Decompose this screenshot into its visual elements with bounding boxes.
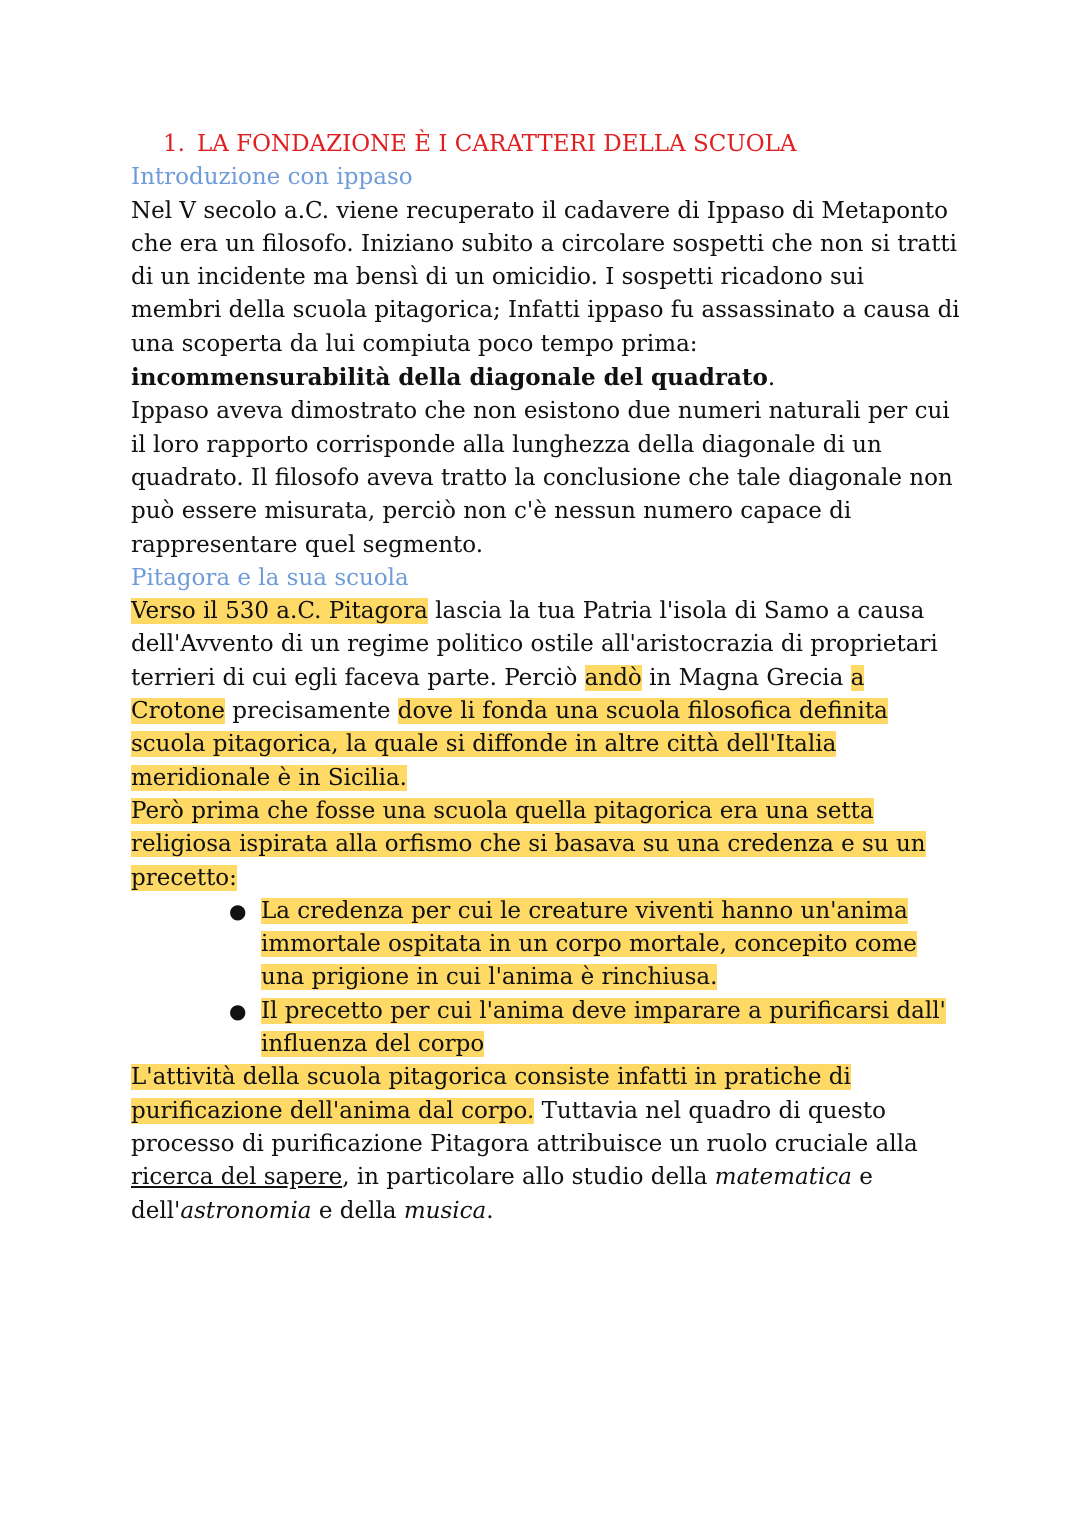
paragraph-text: precisamente [224, 698, 398, 725]
highlighted-text: dove li fonda una scuola filosofica definita scuola pitagorica, la quale si diffonde in altre città dell'Italia meridionale è in Sicilia. [131, 698, 888, 791]
subtitle-introduzione: Introduzione con ippaso [131, 164, 413, 191]
highlighted-text: La credenza per cui le creature viventi hanno un'anima immortale ospitata in un corpo mortale, concepito come una prigione in cui l'anima è rinchiusa. [261, 897, 917, 991]
paragraph-text: e della [311, 1197, 404, 1224]
italic-text: musica [403, 1197, 487, 1224]
highlighted-text: Il precetto per cui l'anima deve imparare a purificarsi dall' influenza del corpo [261, 997, 946, 1058]
section-heading [163, 128, 961, 161]
highlighted-text: Verso il 530 a.C. Pitagora [131, 598, 428, 625]
italic-text: matematica [714, 1164, 852, 1191]
paragraph-text: . [767, 365, 776, 392]
paragraph-text: , in particolare allo studio della [342, 1164, 715, 1191]
paragraph-text: Tuttavia nel quadro di questo processo di purificazione Pitagora attribuisce un ruolo cruciale alla [131, 1097, 918, 1157]
paragraph-pitagora-3 [131, 1061, 961, 1227]
list-item [131, 995, 961, 1062]
paragraph-text: in Magna Grecia [641, 664, 851, 691]
heading-text: LA FONDAZIONE È I CARATTERI DELLA SCUOLA [196, 131, 797, 157]
paragraph-pitagora-1 [131, 595, 961, 795]
paragraph-text: e dell' [131, 1164, 873, 1224]
paragraph-text: lascia la tua Patria l'isola di Samo a causa dell'Avvento di un regime politico ostile all'aristocrazia di proprietari terrieri di cui egli faceva parte. Perciò [131, 598, 938, 691]
highlighted-text: Però prima che fosse una scuola quella pitagorica era una setta religiosa ispirata alla orfismo che si basava su una credenza e su un precetto: [131, 797, 926, 891]
bullet-list [131, 895, 961, 1061]
subtitle-pitagora: Pitagora e la sua scuola [131, 564, 409, 591]
heading-number: 1. [163, 131, 185, 157]
list-item [131, 895, 961, 995]
paragraph-pitagora-2 [131, 795, 961, 895]
paragraph-ippaso-1 [131, 195, 961, 396]
bullet-icon: ● [229, 998, 247, 1023]
highlighted-text: L'attività della scuola pitagorica consiste infatti in pratiche di purificazione dell'anima dal corpo. [131, 1064, 851, 1124]
bold-term: incommensurabilità della diagonale del quadrato [131, 364, 768, 392]
highlighted-text: a Crotone [131, 664, 865, 725]
highlighted-text: andò [584, 664, 642, 691]
underlined-text: ricerca del sapere [131, 1164, 343, 1191]
paragraph-text: Nel V secolo a.C. viene recuperato il cadavere di Ippaso di Metaponto che era un filosofo. Iniziano subito a circolare sospetti che non si tratti di un incidente ma bensì di un omicidio. I sospetti ricadono sui membri della scuola pitagorica; Infatti ippaso fu assassinato a causa di una scoperta da lui compiuta poco tempo prima: [131, 197, 960, 357]
paragraph-text: . [486, 1197, 494, 1224]
document-page [131, 128, 961, 1228]
italic-text: astronomia [180, 1197, 312, 1224]
paragraph-ippaso-2: Ippaso aveva dimostrato che non esistono due numeri naturali per cui il loro rapporto corrisponde alla lunghezza della diagonale di un quadrato. Il filosofo aveva tratto la conclusione che tale diagonale non può essere misurata, perciò non c'è nessun numero capace di rappresentare quel segmento. [131, 398, 953, 558]
bullet-icon: ● [229, 898, 247, 923]
